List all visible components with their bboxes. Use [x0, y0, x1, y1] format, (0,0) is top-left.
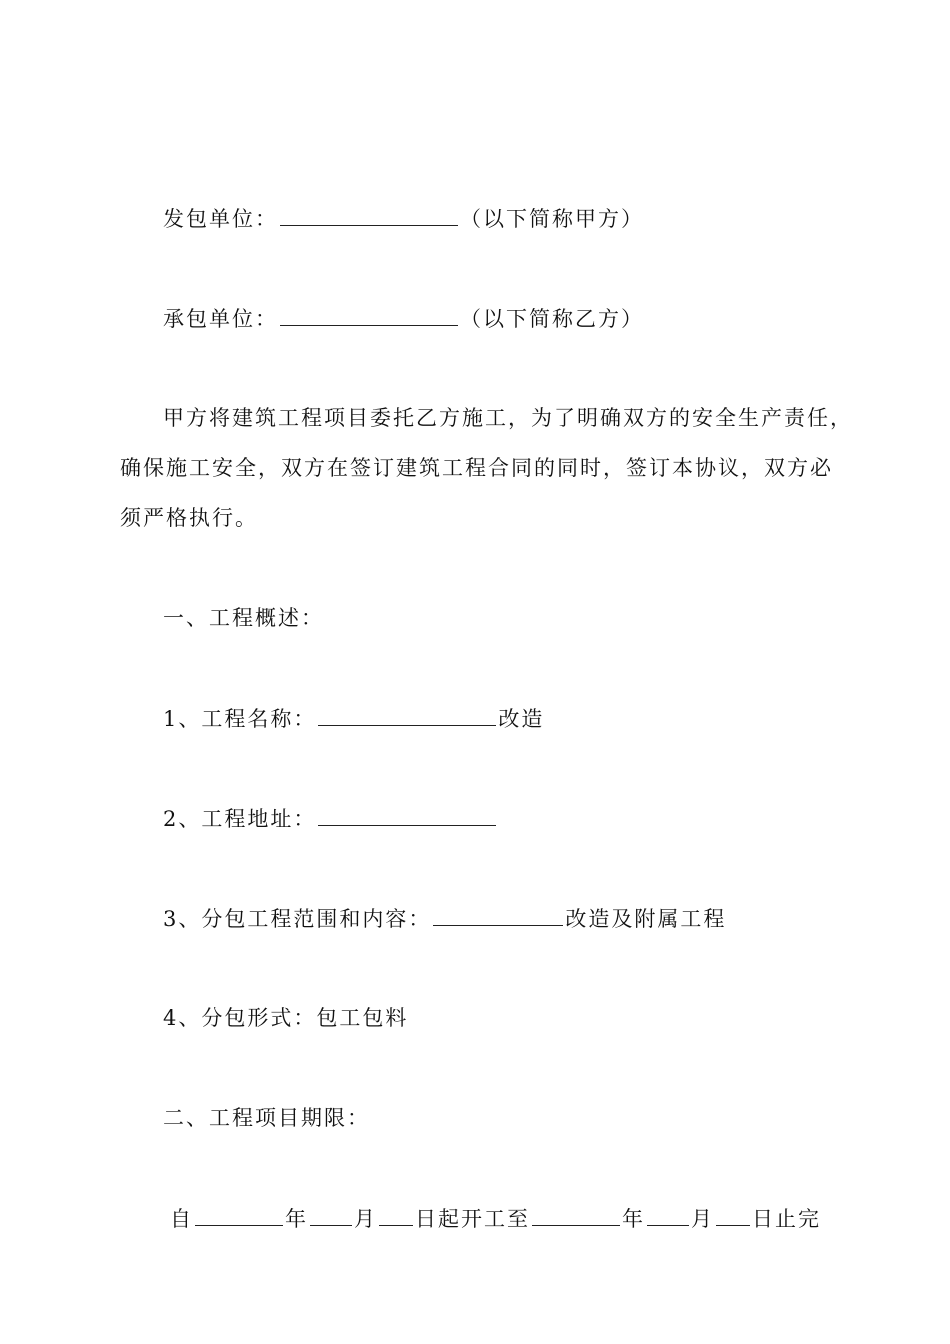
scope-line — [163, 903, 726, 934]
period-from: 自 — [170, 1207, 193, 1231]
intro-line-1: 甲方将建筑工程项目委托乙方施工，为了明确双方的安全生产责任， — [163, 406, 853, 430]
intro-line-2: 确保施工安全，双方在签订建筑工程合同的同时，签订本协议，双方必 — [120, 456, 833, 480]
period-month-2: 月 — [691, 1207, 714, 1231]
project-address-blank — [318, 803, 496, 826]
start-month-blank — [310, 1203, 352, 1226]
period-end: 日止完 — [752, 1207, 821, 1231]
period-month-1: 月 — [354, 1207, 377, 1231]
project-address-line — [163, 803, 498, 834]
employer-suffix: （以下简称甲方） — [460, 207, 644, 231]
scope-suffix: 改造及附属工程 — [565, 907, 727, 931]
project-name-line — [163, 703, 544, 734]
project-name-label: 1、工程名称： — [163, 707, 317, 731]
subcontract-form-line: 4、分包形式：包工包料 — [163, 1006, 409, 1030]
project-name-blank — [318, 703, 496, 726]
scope-label: 3、分包工程范围和内容： — [163, 907, 432, 931]
start-year-blank — [195, 1203, 283, 1226]
contractor-blank — [280, 303, 458, 326]
period-year-2: 年 — [622, 1207, 645, 1231]
period-start-to: 日起开工至 — [415, 1207, 530, 1231]
contractor-suffix: （以下简称乙方） — [460, 307, 644, 331]
end-month-blank — [647, 1203, 689, 1226]
section1-heading: 一、工程概述： — [163, 606, 324, 630]
employer-label: 发包单位： — [163, 207, 278, 231]
contractor-line — [163, 303, 644, 334]
employer-blank — [280, 203, 458, 226]
end-day-blank — [716, 1203, 750, 1226]
scope-blank — [433, 903, 563, 926]
intro-line-3: 须严格执行。 — [120, 506, 258, 530]
end-year-blank — [532, 1203, 620, 1226]
section2-heading: 二、工程项目期限： — [163, 1106, 370, 1130]
period-year-1: 年 — [285, 1207, 308, 1231]
project-address-label: 2、工程地址： — [163, 807, 317, 831]
contractor-label: 承包单位： — [163, 307, 278, 331]
period-line — [170, 1203, 821, 1234]
start-day-blank — [379, 1203, 413, 1226]
employer-line — [163, 203, 644, 234]
project-name-suffix: 改造 — [498, 707, 545, 731]
